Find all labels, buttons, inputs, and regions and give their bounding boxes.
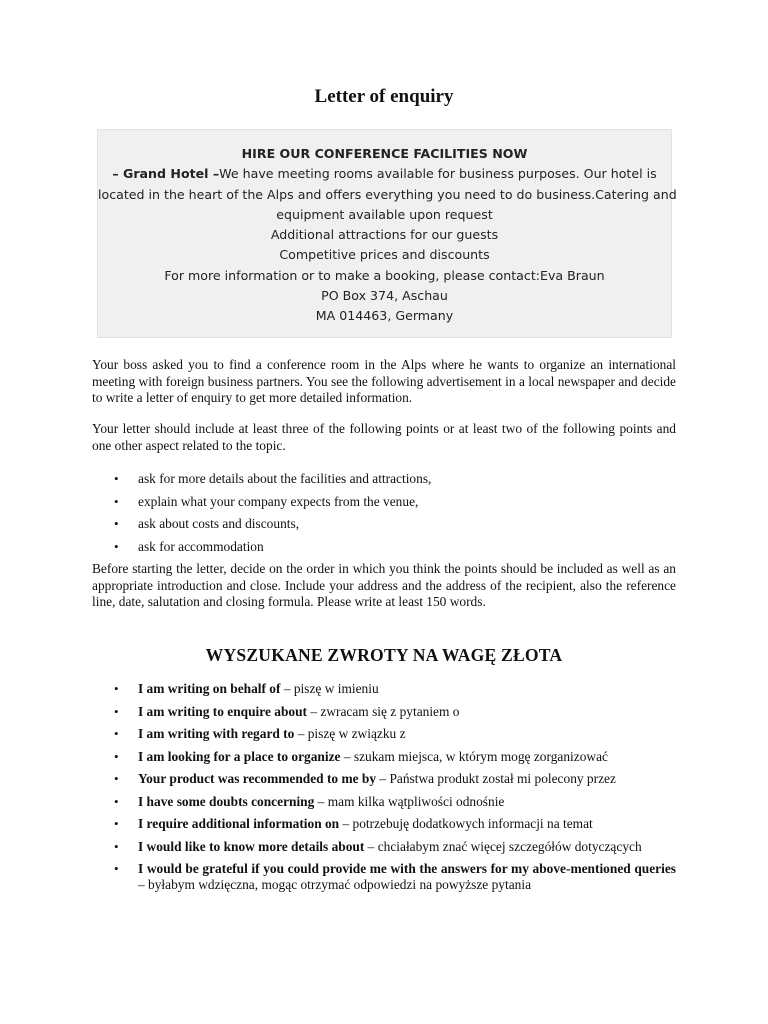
before-paragraph: Before starting the letter, decide on the order in which you think the points should be included as well as an appropriate introduction and close. Include your address and the address of the recipient, also the reference line, date, salutation and closing formula. Please write at least 150 words. [92, 561, 676, 610]
phrase-english: I would like to know more details about [138, 838, 365, 854]
list-item [92, 839, 676, 855]
phrase-english: I would be grateful if you could provide me with the answers for my above-mentioned queries [138, 861, 676, 876]
intro-paragraph: Your boss asked you to find a conference room in the Alps where he wants to organize an international meeting with foreign business partners. You see the following advertisement in a local newspaper and decide to write a letter of enquiry to get more detailed information. [92, 357, 676, 406]
phrase-english: I am writing on behalf of [138, 681, 281, 696]
instructions-paragraph: Your letter should include at least three of the following points or at least two of the following points and one other aspect related to the topic. [92, 421, 676, 453]
list-item [92, 726, 676, 742]
phrase-polish: – zwracam się z pytaniem o [307, 703, 460, 719]
phrase-polish: – chciałabym znać więcej szczegółów dotyczących [364, 838, 642, 854]
ad-line-4: Additional attractions for our guests [270, 227, 499, 243]
advertisement-box [97, 129, 677, 338]
phrases-heading: WYSZUKANE ZWROTY NA WAGĘ ZŁOTA [205, 645, 563, 665]
document-title: Letter of enquiry [314, 86, 454, 107]
task-points-list [92, 471, 676, 561]
ad-hotel-name: – Grand Hotel – [112, 166, 220, 182]
phrase-english: I am writing to enquire about [138, 703, 308, 719]
list-item [92, 771, 676, 787]
list-item [92, 861, 676, 893]
phrase-polish: – szukam miejsca, w którym mogę zorganizować [340, 748, 608, 764]
ad-line-1 [98, 164, 671, 184]
ad-heading: HIRE OUR CONFERENCE FACILITIES NOW [241, 146, 528, 161]
ad-line-2: located in the heart of the Alps and offers everything you need to do business.Catering and [98, 186, 677, 202]
phrase-polish: – Państwa produkt został mi polecony przez [376, 771, 616, 786]
phrase-english: I have some doubts concerning [138, 793, 315, 809]
phrase-english: I am writing with regard to [138, 726, 295, 741]
phrase-english: Your product was recommended to me by [138, 771, 377, 786]
phrase-polish: – mam kilka wątpliwości odnośnie [314, 793, 505, 809]
ad-line-7: PO Box 374, Aschau [321, 288, 448, 304]
phrase-english: I am looking for a place to organize [138, 748, 341, 764]
ad-line-3: equipment available upon request [276, 206, 493, 222]
list-item [92, 704, 676, 720]
list-item: • ask for more details about the facilities and attractions, [92, 471, 676, 494]
list-item [92, 816, 676, 832]
phrase-polish: – piszę w związku z [294, 726, 406, 741]
ad-line-6: For more information or to make a booking, please contact:Eva Braun [164, 267, 605, 283]
ad-line-5: Competitive prices and discounts [279, 247, 490, 263]
phrase-polish: – piszę w imieniu [280, 681, 379, 696]
list-item: • explain what your company expects from the venue, [92, 494, 676, 517]
list-item [92, 681, 676, 697]
list-item [92, 749, 676, 765]
phrase-english: I require additional information on [138, 816, 340, 831]
phrase-polish: – byłabym wdzięczna, mogąc otrzymać odpowiedzi na powyższe pytania [138, 877, 532, 892]
ad-line-8: MA 014463, Germany [315, 308, 454, 324]
ad-line-1-text: We have meeting rooms available for business purposes. Our hotel is [219, 166, 657, 182]
list-item [92, 794, 676, 810]
phrase-polish: – potrzebuję dodatkowych informacji na temat [339, 816, 593, 831]
list-item: • ask about costs and discounts, [92, 516, 676, 539]
list-item: • ask for accommodation [92, 539, 676, 562]
phrases-list [92, 681, 676, 900]
